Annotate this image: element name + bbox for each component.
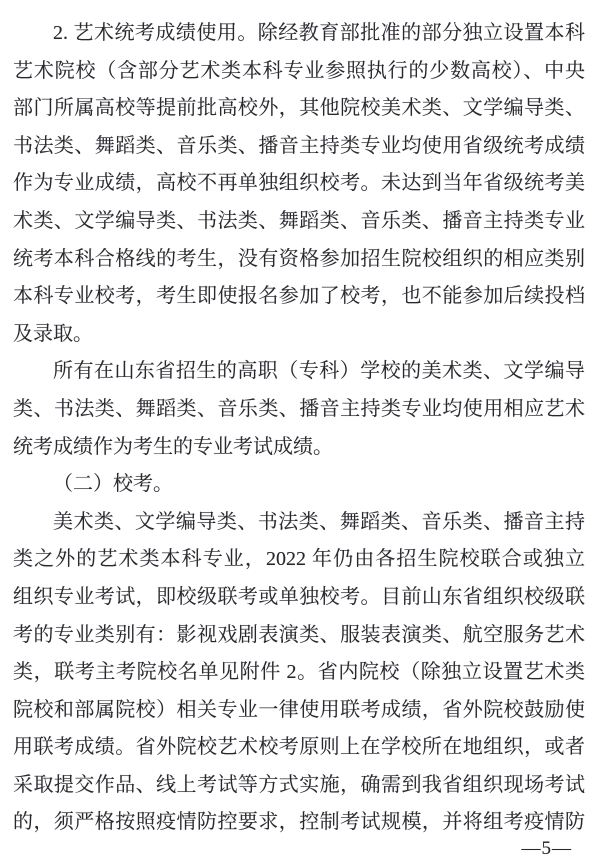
text-line: 类之外的艺术类本科专业，2022 年仍由各招生院校联合或独立 xyxy=(13,548,585,571)
text-line: 及录取。 xyxy=(13,322,93,345)
para-tongkao-score-usage xyxy=(13,15,585,353)
text-line: 统考成绩作为考生的专业考试成绩。 xyxy=(13,435,333,458)
text-line: 2. 艺术统考成绩使用。除经教育部批准的部分独立设置本科 xyxy=(53,22,585,44)
text-line: 艺术院校（含部分艺术类本科专业参照执行的少数高校）、中央 xyxy=(13,59,585,82)
text-line: 美术类、文学编导类、书法类、舞蹈类、音乐类、播音主持 xyxy=(53,510,585,533)
text-line: 部门所属高校等提前批高校外，其他院校美术类、文学编导类、 xyxy=(13,97,585,120)
text-line: 本科专业校考，考生即使报名参加了校考，也不能参加后续投档 xyxy=(13,285,585,308)
text-line: 类，联考主考院校名单见附件 2。省内院校（除独立设置艺术类 xyxy=(13,661,585,684)
document-body xyxy=(13,15,585,842)
text-line: 类、书法类、舞蹈类、音乐类、播音主持类专业均使用相应艺术 xyxy=(13,397,585,420)
text-line: 组织专业考试，即校级联考或单独校考。目前山东省组织校级联 xyxy=(13,585,585,608)
heading-xiaokao xyxy=(13,466,585,504)
page-number: —5— xyxy=(521,838,572,859)
para-gaozhi-zhuanke xyxy=(13,353,585,466)
text-line: 书法类、舞蹈类、音乐类、播音主持类专业均使用省级统考成绩 xyxy=(13,134,585,157)
text-line: 作为专业成绩，高校不再单独组织校考。未达到当年省级统考美 xyxy=(13,172,585,195)
text-line: 术类、文学编导类、书法类、舞蹈类、音乐类、播音主持类专业 xyxy=(13,209,585,232)
text-line: 采取提交作品、线上考试等方式实施，确需到我省组织现场考试 xyxy=(13,773,585,796)
text-line: 考的专业类别有：影视戏剧表演类、服装表演类、航空服务艺术 xyxy=(13,623,585,646)
para-xiaokao-detail xyxy=(13,504,585,842)
text-line: 所有在山东省招生的高职（专科）学校的美术类、文学编导 xyxy=(53,360,585,383)
text-line: 的，须严格按照疫情防控要求，控制考试规模，并将组考疫情防 xyxy=(13,811,585,834)
text-line: 统考本科合格线的考生，没有资格参加招生院校组织的相应类别 xyxy=(13,247,585,270)
text-line: 用联考成绩。省外院校艺术校考原则上在学校所在地组织，或者 xyxy=(13,736,585,759)
text-line: （二）校考。 xyxy=(53,473,173,496)
text-line: 院校和部属院校）相关专业一律使用联考成绩，省外院校鼓励使 xyxy=(13,698,585,721)
